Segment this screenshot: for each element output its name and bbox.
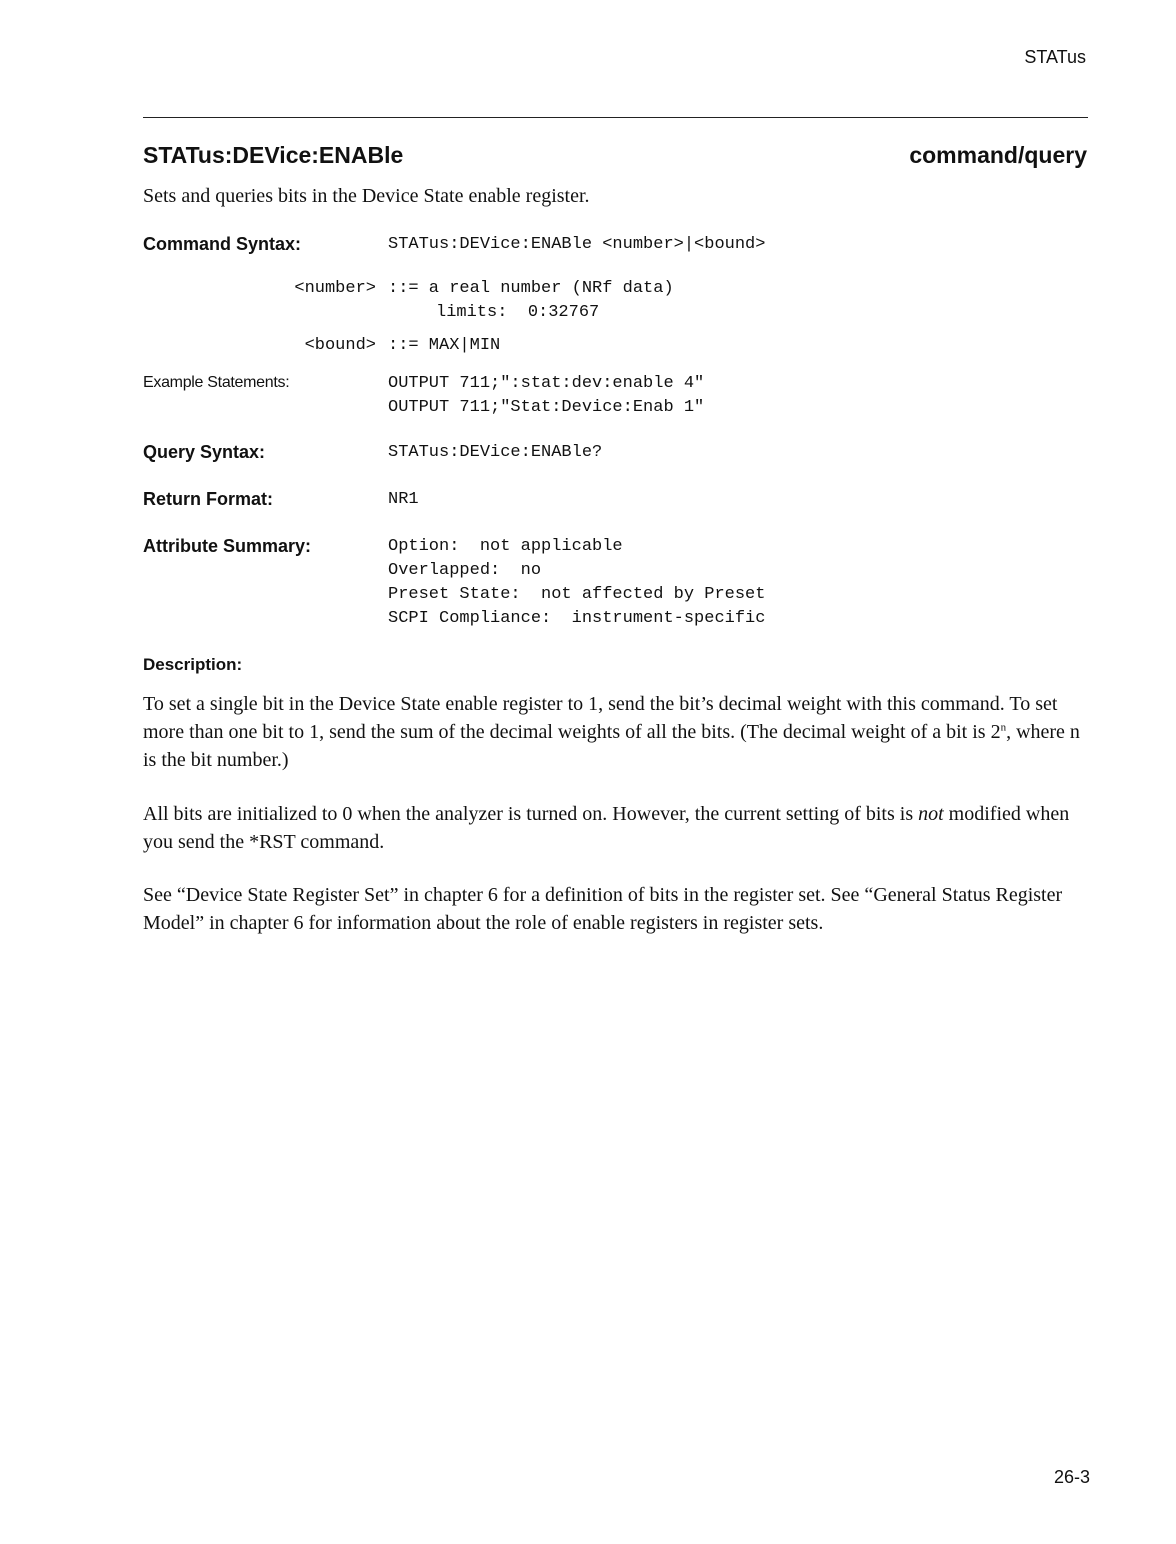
description-text: To set a single bit in the Device State enable register to 1, send the bit’s decimal weight with this command. To set more than one bit to 1, send the sum of the decimal weights of all the bits. (The decimal weight of a bit is 2 <box>143 693 1058 743</box>
description-paragraph <box>143 690 1088 774</box>
attribute-line: Overlapped: no <box>388 561 542 580</box>
command-kind: command/query <box>909 142 1087 168</box>
attribute-summary-label: Attribute Summary: <box>143 536 312 556</box>
return-format: NR1 <box>388 490 419 509</box>
bound-term: <bound> <box>304 336 376 355</box>
description-paragraph: See “Device State Register Set” in chapter 6 for a definition of bits in the register set. See “General Status Register Model” in chapter 6 for information about the role of enable registers in register sets. <box>143 884 1063 934</box>
example-statement: OUTPUT 711;":stat:dev:enable 4" <box>388 374 705 393</box>
bound-definition: ::= MAX|MIN <box>388 336 501 355</box>
emphasis: not <box>918 803 944 825</box>
number-definition: ::= a real number (NRf data) <box>388 279 674 298</box>
example-statement: OUTPUT 711;"Stat:Device:Enab 1" <box>388 398 705 417</box>
number-limits: limits: 0:32767 <box>436 303 600 322</box>
description-text: All bits are initialized to 0 when the analyzer is turned on. However, the current setting of bits is <box>143 803 919 825</box>
description-text: modified when you send the *RST command. <box>143 803 1070 853</box>
exponent: n <box>1000 721 1007 734</box>
description-text: , where n is the bit number.) <box>143 721 1080 771</box>
example-statements-label: Example Statements: <box>143 374 290 391</box>
query-syntax-label: Query Syntax: <box>143 442 266 462</box>
attribute-line: Preset State: not affected by Preset <box>388 585 766 604</box>
description-label: Description: <box>143 655 243 674</box>
command-syntax: STATus:DEVice:ENABle <number>|<bound> <box>388 235 766 254</box>
page-number: 26-3 <box>1053 1467 1090 1487</box>
description-paragraph <box>143 800 1088 856</box>
header-rule <box>143 117 1088 118</box>
attribute-line: Option: not applicable <box>388 537 623 556</box>
command-syntax-label: Command Syntax: <box>143 234 302 254</box>
command-summary: Sets and queries bits in the Device State enable register. <box>143 185 590 207</box>
attribute-line: SCPI Compliance: instrument-specific <box>388 609 766 628</box>
return-format-label: Return Format: <box>143 489 273 509</box>
number-term: <number> <box>294 279 376 298</box>
command-title: STATus:DEVice:ENABle <box>143 142 404 168</box>
query-syntax: STATus:DEVice:ENABle? <box>388 443 603 462</box>
running-head: STATus <box>1024 47 1086 67</box>
